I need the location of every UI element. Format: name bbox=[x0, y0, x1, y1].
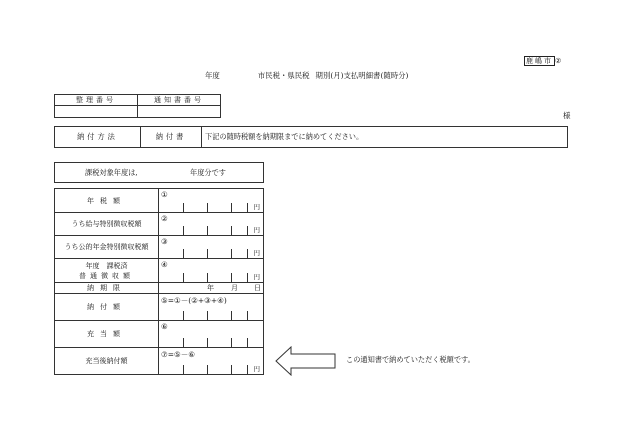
tax-year-box bbox=[54, 162, 264, 183]
annual-tax-row bbox=[55, 189, 264, 213]
already-taxed-unit: 円 bbox=[253, 273, 260, 281]
already-taxed-value[interactable] bbox=[159, 259, 264, 283]
honorific: 様 bbox=[563, 111, 571, 120]
salary-withholding-mark: ② bbox=[161, 214, 168, 223]
note-text: この通知書で納めていただく税額です。 bbox=[346, 355, 475, 364]
tax-year-prefix: 課税対象年度は, bbox=[85, 168, 138, 177]
title-year: 年度 bbox=[205, 71, 220, 80]
payment-amount-value[interactable] bbox=[159, 294, 264, 321]
payment-amount-formula: ⑤=①－(②+③+④) bbox=[161, 296, 227, 305]
notice-number-value[interactable] bbox=[138, 106, 221, 118]
annual-tax-value[interactable] bbox=[159, 189, 264, 213]
payment-amount-label: 納付額 bbox=[55, 294, 159, 321]
city-stamp bbox=[524, 56, 561, 66]
document-title bbox=[205, 70, 414, 81]
reference-number-header: 整理番号 bbox=[55, 95, 138, 106]
applied-amount-label: 充当額 bbox=[55, 321, 159, 348]
applied-amount-mark: ⑥ bbox=[161, 322, 168, 331]
pension-withholding-label: うち公的年金特別徴収税額 bbox=[55, 236, 159, 259]
due-date-day: 日 bbox=[254, 284, 261, 292]
salary-withholding-label: うち給与特別徴収税額 bbox=[55, 213, 159, 236]
pension-withholding-mark: ③ bbox=[161, 237, 168, 246]
payment-method-value: 納付書 bbox=[141, 127, 202, 148]
after-applied-row bbox=[55, 348, 264, 375]
already-taxed-label bbox=[55, 259, 159, 283]
stamp-suffix: ② bbox=[555, 57, 562, 65]
payment-method-table bbox=[54, 126, 568, 148]
after-applied-value[interactable] bbox=[159, 348, 264, 375]
left-arrow-icon bbox=[275, 346, 337, 376]
pension-withholding-unit: 円 bbox=[253, 249, 260, 257]
due-date-month: 月 bbox=[231, 284, 238, 292]
pension-withholding-row bbox=[55, 236, 264, 259]
already-taxed-row bbox=[55, 259, 264, 283]
pension-withholding-value[interactable] bbox=[159, 236, 264, 259]
reference-number-table bbox=[54, 94, 221, 118]
payment-instruction: 下記の随時税額を納期限までに納めてください。 bbox=[202, 127, 568, 148]
annual-tax-mark: ① bbox=[161, 190, 168, 199]
already-taxed-mark: ④ bbox=[161, 260, 168, 269]
salary-withholding-row bbox=[55, 213, 264, 236]
due-date-row bbox=[55, 283, 264, 294]
title-period: 期別(月)支払明細書(随時分) bbox=[315, 71, 409, 80]
after-applied-formula: ⑦=⑤－⑥ bbox=[161, 350, 195, 359]
due-date-year: 年 bbox=[207, 284, 214, 292]
tax-year-suffix: 年度分です bbox=[190, 168, 226, 177]
already-taxed-label-line1: 年度 課税済 bbox=[85, 261, 128, 270]
after-applied-label: 充当後納付額 bbox=[55, 348, 159, 375]
already-taxed-label-line2: 普通徴収額 bbox=[79, 271, 134, 280]
reference-number-value[interactable] bbox=[55, 106, 138, 118]
applied-amount-row bbox=[55, 321, 264, 348]
salary-withholding-unit: 円 bbox=[253, 226, 260, 234]
notice-number-header: 通知書番号 bbox=[138, 95, 221, 106]
salary-withholding-value[interactable] bbox=[159, 213, 264, 236]
payment-method-label: 納付方法 bbox=[55, 127, 141, 148]
tax-amount-table bbox=[54, 188, 264, 375]
payment-amount-row bbox=[55, 294, 264, 321]
after-applied-unit: 円 bbox=[253, 365, 260, 373]
due-date-label: 納期限 bbox=[55, 283, 159, 294]
due-date-value[interactable] bbox=[159, 283, 264, 294]
title-tax: 市民税・県民税 bbox=[257, 71, 310, 80]
annual-tax-unit: 円 bbox=[253, 203, 260, 211]
applied-amount-value[interactable] bbox=[159, 321, 264, 348]
annual-tax-label: 年税額 bbox=[55, 189, 159, 213]
city-name: 鹿嶋市 bbox=[526, 57, 553, 65]
